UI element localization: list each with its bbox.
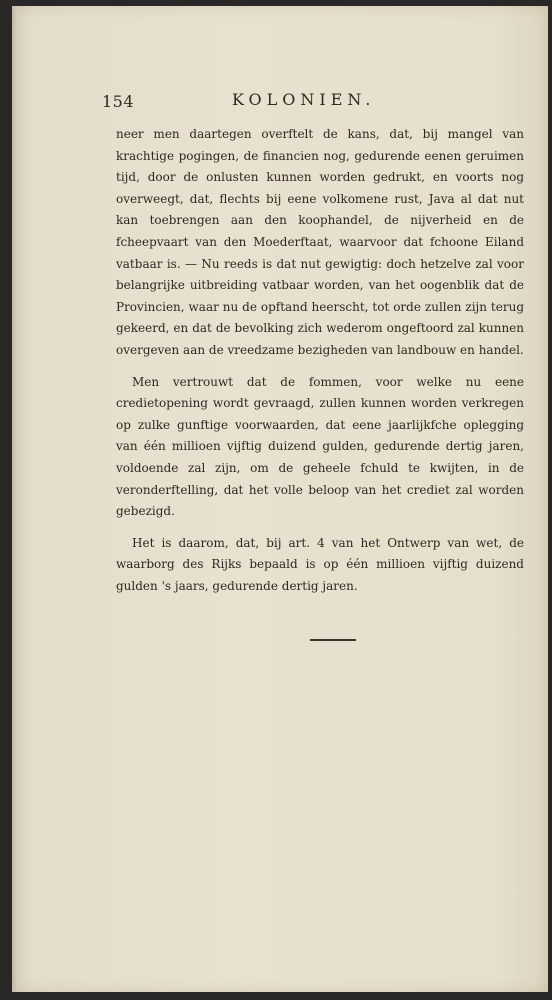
paragraph-2	[116, 372, 524, 523]
end-rule	[310, 639, 356, 641]
page-header	[102, 90, 506, 116]
book-page	[12, 6, 548, 992]
paragraph-1	[116, 124, 524, 362]
body-text	[116, 124, 524, 597]
paragraph-text: Men vertrouwt dat de fommen, voor welke nu eene credietopening wordt gevraagd, zullen kunnen worden verkregen op zulke gunftige voorwaarden, dat eene jaarlijkfche oplegging van één millioen vijftig duizend gulden, gedurende dertig jaren, voldoende zal zijn, om de geheele fchuld te kwijten, in de veronderftelling, dat het volle beloop van het crediet zal worden gebezigd.	[116, 374, 524, 519]
page-number: 154	[102, 92, 135, 111]
running-head: KOLONIEN.	[232, 90, 376, 109]
paragraph-3	[116, 533, 524, 598]
page-edge	[12, 6, 15, 992]
paragraph-text: Het is daarom, dat, bij art. 4 van het Ontwerp van wet, de waarborg des Rijks bepaald is op één millioen vijftig duizend gulden 's jaars, gedurende dertig jaren.	[116, 535, 524, 593]
paragraph-text: neer men daartegen overftelt de kans, dat, bij mangel van krachtige pogingen, de financien nog, gedurende eenen geruimen tijd, door de onlusten kunnen worden gedrukt, en voorts nog overweegt, dat, flechts bij eene volkomene rust, Java al dat nut kan toebrengen aan den koophandel, de nijverheid en de fcheepvaart van den Moederftaat, waarvoor dat fchoone Eiland vatbaar is. — Nu reeds is dat nut gewigtig: doch hetzelve zal voor belangrijke uitbreiding vatbaar worden, van het oogenblik dat de Provincien, waar nu de opftand heerscht, tot orde zullen zijn terug gekeerd, en dat de bevolking zich wederom ongeftoord zal kunnen overgeven aan de vreedzame bezigheden van landbouw en handel.	[116, 127, 524, 357]
